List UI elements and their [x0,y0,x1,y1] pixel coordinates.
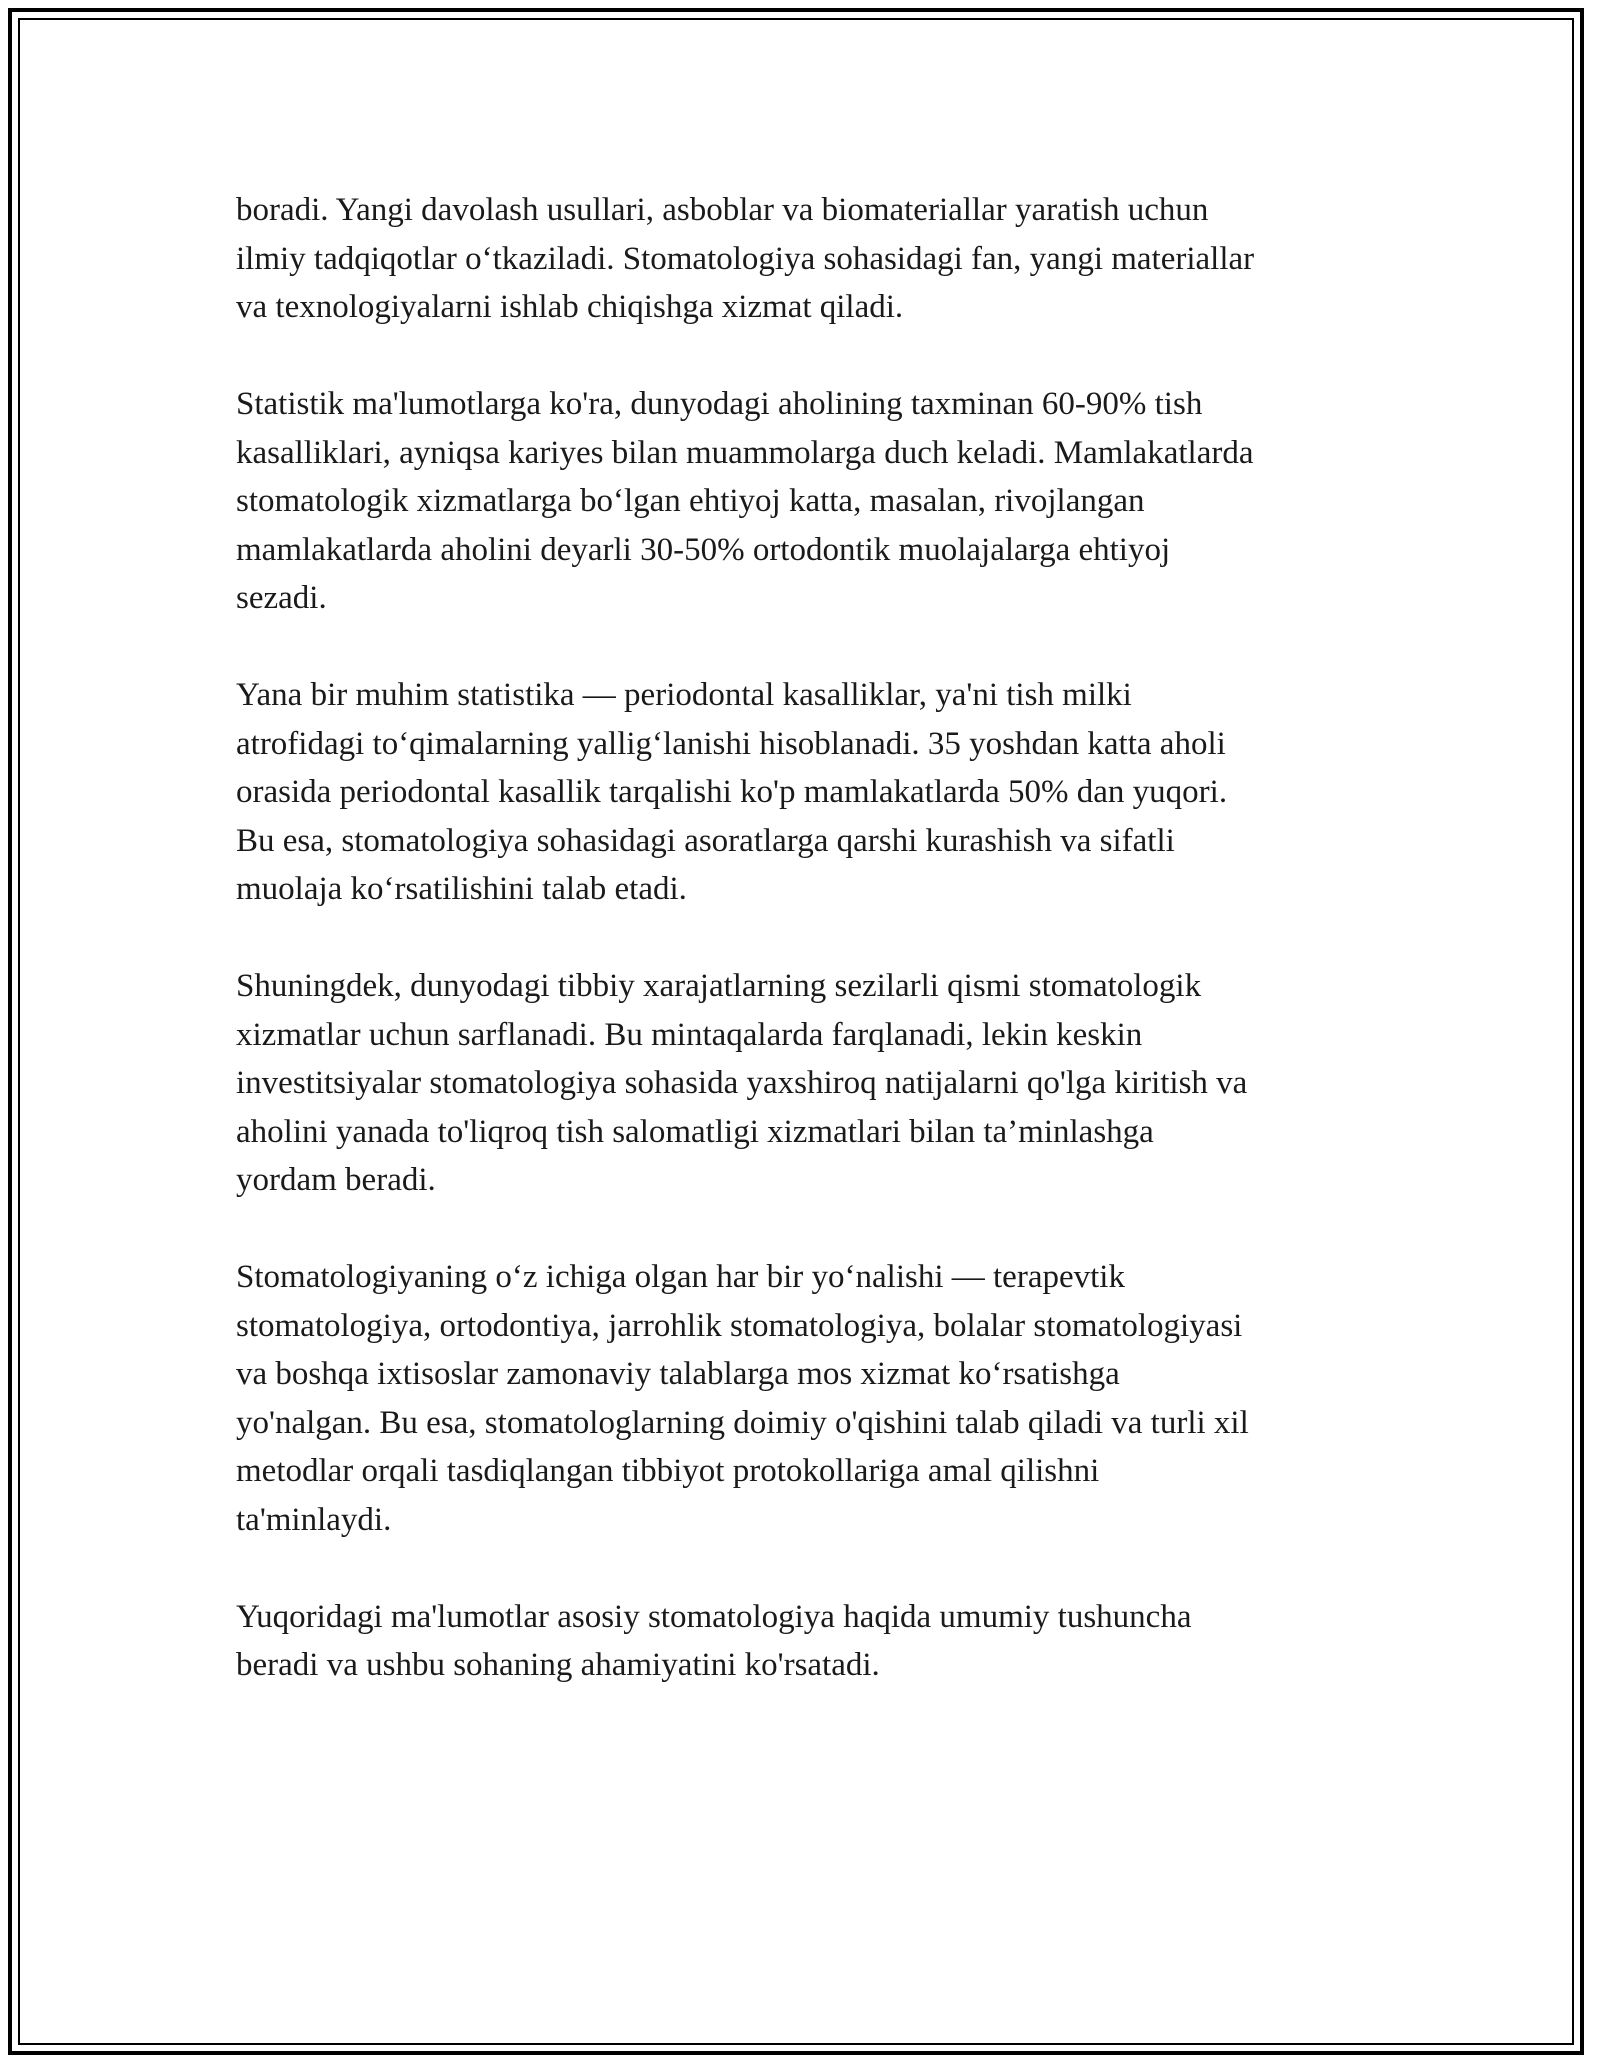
paragraph-specialties: Stomatologiyaning o‘z ichiga olgan har bir yo‘nalishi — terapevtik stomatologiya, ortodontiya, jarrohlik stomatologiya, bolalar stomatologiyasi va boshqa ixtisoslar zamonaviy talablarga mos xizmat ko‘rsatishga yo'nalgan. Bu esa, stomatologlarning doimiy o'qishini talab qiladi va turli xil metodlar orqali tasdiqlangan tibbiyot protokollariga amal qilishni ta'minlaydi. [236,1259,1249,1538]
paragraph-statistics: Statistik ma'lumotlarga ko'ra, dunyodagi aholining taxminan 60-90% tish kasalliklari, ayniqsa kariyes bilan muammolarga duch keladi. Mamlakatlarda stomatologik xizmatlarga bo‘lgan ehtiyoj katta, masalan, rivojlangan mamlakatlarda aholini deyarli 30-50% ortodontik muolajalarga ehtiyoj sezadi. [236,386,1254,616]
paragraph-periodontal: Yana bir muhim statistika — periodontal kasalliklar, ya'ni tish milki atrofidagi to‘qimalarning yallig‘lanishi hisoblanadi. 35 yoshdan katta aholi orasida periodontal kasallik tarqalishi ko'p mamlakatlarda 50% dan yuqori. Bu esa, stomatologiya sohasidagi asoratlarga qarshi kurashish va sifatli muolaja ko‘rsatilishini talab etadi. [236,677,1228,907]
paragraph-expenses: Shuningdek, dunyodagi tibbiy xarajatlarning sezilarli qismi stomatologik xizmatlar uchun sarflanadi. Bu mintaqalarda farqlanadi, lekin keskin investitsiyalar stomatologiya sohasida yaxshiroq natijalarni qo'lga kiritish va aholini yanada to'liqroq tish salomatligi xizmatlari bilan ta’minlashga yordam beradi. [236,968,1248,1198]
paragraph-conclusion: Yuqoridagi ma'lumotlar asosiy stomatologiya haqida umumiy tushuncha beradi va ushbu sohaning ahamiyatini ko'rsatadi. [236,1598,1192,1683]
paragraph-research: boradi. Yangi davolash usullari, asboblar va biomateriallar yaratish uchun ilmiy tadqiqotlar o‘tkaziladi. Stomatologiya sohasidagi fan, yangi materiallar va texnologiyalarni ishlab chiqishga xizmat qiladi. [236,192,1255,325]
document-body [236,186,1376,1738]
